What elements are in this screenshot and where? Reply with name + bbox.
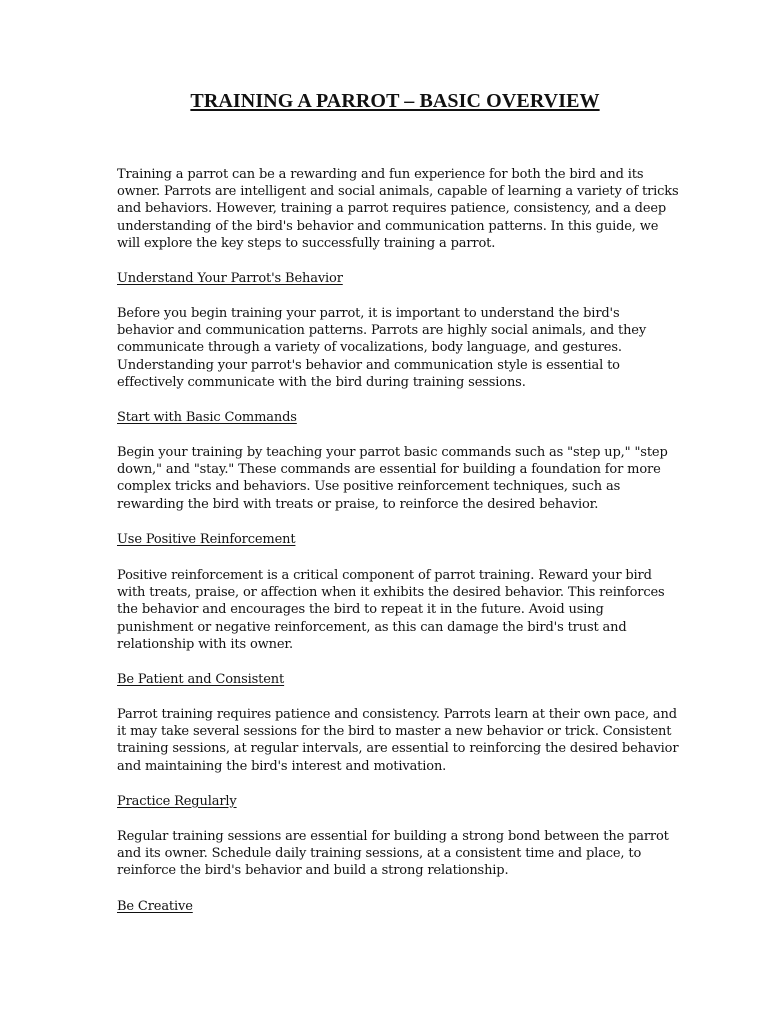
section-body-behavior: Before you begin training your parrot, it is important to understand the bird's behavior and communication patterns. Parrots are highly social animals, and they communicate through a variety of vocalizations, body language, and gestures. Understanding your parrot's behavior and communication style is essential to effectively communicate with the bird during training sessions. bbox=[117, 306, 647, 390]
section-heading-be-creative: Be Creative bbox=[117, 899, 193, 914]
document-title: TRAINING A PARROT – BASIC OVERVIEW bbox=[190, 90, 600, 112]
section-heading-basic-commands: Start with Basic Commands bbox=[117, 410, 297, 425]
section-heading-positive-reinforcement: Use Positive Reinforcement bbox=[117, 532, 296, 547]
intro-paragraph: Training a parrot can be a rewarding and fun experience for both the bird and its owner. Parrots are intelligent and social animals, capable of learning a variety of tricks and behaviors. However, training a parrot requires patience, consistency, and a deep understanding of the bird's behavior and communication patterns. In this guide, we will explore the key steps to successfully training a parrot. bbox=[117, 167, 679, 251]
section-body-patient-consistent: Parrot training requires patience and consistency. Parrots learn at their own pace, and it may take several sessions for the bird to master a new behavior or trick. Consistent training sessions, at regular intervals, are essential to reinforcing the desired behavior and maintaining the bird's interest and motivation. bbox=[117, 707, 679, 774]
section-body-practice-regularly: Regular training sessions are essential for building a strong bond between the parrot and its owner. Schedule daily training sessions, at a consistent time and place, to reinforce the bird's behavior and build a strong relationship. bbox=[117, 829, 669, 879]
section-heading-patient-consistent: Be Patient and Consistent bbox=[117, 672, 285, 687]
section-heading-behavior: Understand Your Parrot's Behavior bbox=[117, 271, 343, 286]
section-body-basic-commands: Begin your training by teaching your parrot basic commands such as "step up," "step down," and "stay." These commands are essential for building a foundation for more complex tricks and behaviors. Use positive reinforcement techniques, such as rewarding the bird with treats or praise, to reinforce the desired behavior. bbox=[117, 445, 668, 512]
section-body-positive-reinforcement: Positive reinforcement is a critical component of parrot training. Reward your bird with treats, praise, or affection when it exhibits the desired behavior. This reinforces the behavior and encourages the bird to repeat it in the future. Avoid using punishment or negative reinforcement, as this can damage the bird's trust and relationship with its owner. bbox=[117, 568, 665, 652]
section-heading-practice-regularly: Practice Regularly bbox=[117, 794, 237, 809]
